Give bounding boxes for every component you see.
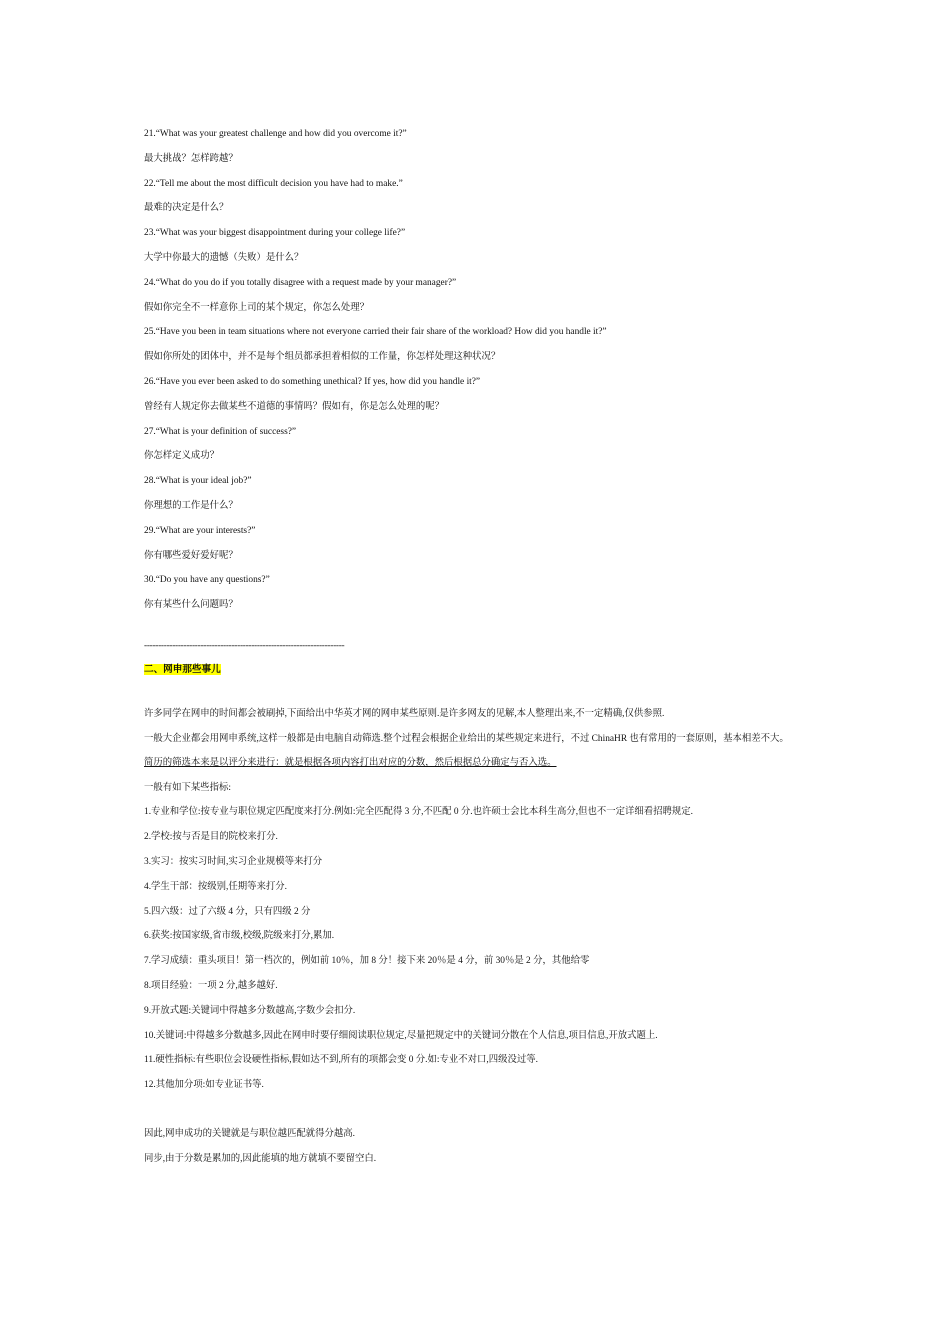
- answer-21: 最大挑战？怎样跨越？: [144, 153, 238, 164]
- question-23: 23.“What was your biggest disappointment during your college life?”: [144, 228, 406, 239]
- section-body: [144, 707, 814, 1167]
- question-27: 27.“What is your definition of success?”: [144, 426, 297, 437]
- answer-26: 曾经有人规定你去做某些不道德的事情吗？假如有，你是怎么处理的呢？: [144, 401, 445, 412]
- criteria-item: 5.四六级：过了六级 4 分，只有四级 2 分: [144, 906, 311, 917]
- criteria-item: 2.学校:按与否是目的院校来打分.: [144, 832, 278, 843]
- document-page: [144, 127, 814, 1176]
- answer-28: 你理想的工作是什么？: [144, 500, 238, 511]
- underlined-note: 简历的筛选本来是以评分来进行：就是根据各项内容打出对应的分数，然后根据总分确定与否入选。: [144, 757, 557, 768]
- answer-24: 假如你完全不一样意你上司的某个规定，你怎么处理？: [144, 302, 370, 313]
- interview-questions-list: [144, 127, 814, 613]
- conclusion-2: 同步,由于分数是累加的,因此能填的地方就填不要留空白.: [144, 1153, 377, 1164]
- question-30: 30.“Do you have any questions?”: [144, 575, 270, 586]
- criteria-item: 7.学习成绩：重头项目！第一档次的，例如前 10％，加 8 分！接下来 20％是 4 分，前 30％是 2 分，其他给零: [144, 956, 590, 967]
- section-divider: -----------------------------------------------------------------------: [144, 641, 345, 652]
- section-heading: [144, 662, 814, 677]
- criteria-item: 4.学生干部：按级别,任期等来打分.: [144, 881, 287, 892]
- question-21: 21.“What was your greatest challenge and how did you overcome it?”: [144, 129, 407, 139]
- question-22: 22.“Tell me about the most difficult decision you have had to make.”: [144, 178, 403, 189]
- intro-paragraph-1: 许多同学在网申的时间都会被刷掉,下面给出中华英才网的网申某些原则.是许多网友的见解,本人整理出来,不一定精确,仅供参照.: [144, 709, 665, 720]
- criteria-item: 8.项目经验：一项 2 分,越多越好.: [144, 980, 278, 991]
- answer-30: 你有某些什么问题吗？: [144, 600, 238, 611]
- question-26: 26.“Have you ever been asked to do something unethical? If yes, how did you handle it?”: [144, 376, 481, 387]
- answer-23: 大学中你最大的遗憾（失败）是什么？: [144, 252, 304, 263]
- answer-27: 你怎样定义成功？: [144, 451, 220, 462]
- intro-paragraph-2: 一般大企业都会用网申系统,这样一般都是由电脑自动筛选.整个过程会根据企业给出的某些规定来进行，不过 ChinaHR 也有常用的一套原则，基本相差不大。: [144, 733, 789, 744]
- criteria-item: 1.专业和学位:按专业与职位规定匹配度来打分.例如:完全匹配得 3 分,不匹配 0 分.也许硕士会比本科生高分,但也不一定详细看招聘规定.: [144, 807, 693, 818]
- answer-22: 最难的决定是什么？: [144, 203, 229, 214]
- question-29: 29.“What are your interests?”: [144, 525, 256, 536]
- criteria-intro: 一般有如下某些指标:: [144, 782, 231, 793]
- criteria-item: 11.硬性指标:有些职位会设硬性指标,假如达不到,所有的项都会变 0 分.如:专业不对口,四级没过等.: [144, 1055, 538, 1066]
- question-28: 28.“What is your ideal job?”: [144, 476, 252, 487]
- criteria-item: 6.获奖:按国家级,省市级,校级,院级来打分,累加.: [144, 931, 335, 942]
- criteria-item: 12.其他加分项:如专业证书等.: [144, 1080, 264, 1091]
- question-25: 25.“Have you been in team situations where not everyone carried their fair share of the workload? How did you handle it?”: [144, 327, 607, 338]
- conclusion-1: 因此,网申成功的关键就是与职位越匹配就得分越高.: [144, 1128, 355, 1139]
- answer-25: 假如你所处的团体中，并不是每个组员都承担着相似的工作量，你怎样处理这种状况？: [144, 352, 501, 363]
- question-24: 24.“What do you do if you totally disagree with a request made by your manager?”: [144, 277, 457, 288]
- answer-29: 你有哪些爱好爱好呢？: [144, 550, 238, 561]
- criteria-item: 10.关键词:中得越多分数越多,因此在网申时要仔细阅读职位规定,尽量把规定中的关键词分散在个人信息,项目信息,开放式题上.: [144, 1030, 658, 1041]
- paragraph-gap: [144, 1103, 814, 1127]
- section-heading-text: 二、网申那些事儿: [144, 664, 221, 676]
- criteria-item: 9.开放式题:关键词中得越多分数越高,字数少会扣分.: [144, 1005, 356, 1016]
- criteria-item: 3.实习：按实习时间,实习企业规模等来打分: [144, 856, 323, 867]
